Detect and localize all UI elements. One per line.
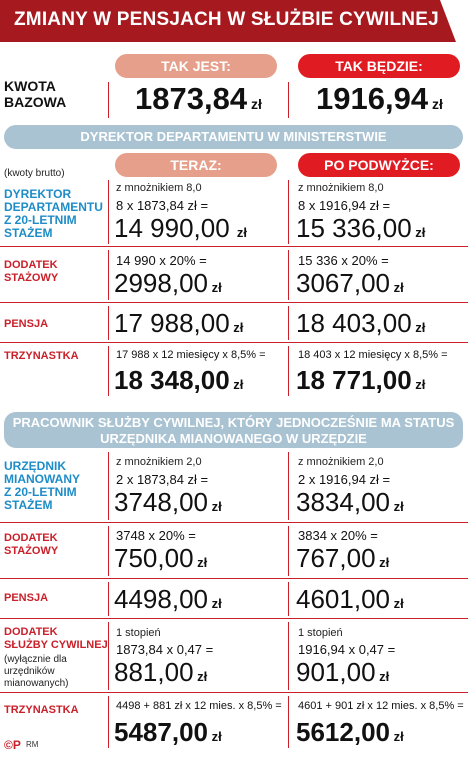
value-now: 4498,00 zł <box>114 584 222 614</box>
value-new: 5612,00 zł <box>296 717 404 747</box>
formula: 8 x 1916,94 zł = <box>298 198 391 213</box>
divider <box>288 250 289 300</box>
row-label-staz: DODATEK STAŻOWY <box>4 532 59 557</box>
formula: 1916,94 x 0,47 = <box>298 642 396 657</box>
formula: 4601 + 901 zł x 12 mies. x 8,5% = <box>298 700 464 712</box>
grade-note: 1 stopień <box>298 627 343 639</box>
multiplier-note: z mnożnikiem 2,0 <box>116 456 202 468</box>
formula: 14 990 x 20% = <box>116 253 207 268</box>
row-label-pensja: PENSJA <box>4 318 49 330</box>
row-separator <box>0 692 468 693</box>
col-new-pill: PO PODWYŻCE: <box>298 153 460 177</box>
formula: 4498 + 881 zł x 12 mies. x 8,5% = <box>116 700 282 712</box>
value-now: 750,00 zł <box>114 543 208 573</box>
formula: 1873,84 x 0,47 = <box>116 642 214 657</box>
value-new: 18 771,00 zł <box>296 365 426 395</box>
value-new: 767,00 zł <box>296 543 390 573</box>
page-title: ZMIANY W PENSJACH W SŁUŻBIE CYWILNEJ <box>14 9 439 30</box>
author-credit: RM <box>26 740 39 749</box>
value-new: 18 403,00 zł <box>296 308 426 338</box>
divider <box>288 306 289 340</box>
col-now-pill: TERAZ: <box>115 153 277 177</box>
divider <box>108 696 109 748</box>
formula: 15 336 x 20% = <box>298 253 389 268</box>
divider <box>288 452 289 520</box>
row-note-mianowani: (wyłącznie dla urzędników mianowanych) <box>4 654 69 689</box>
formula: 18 403 x 12 miesięcy x 8,5% = <box>298 349 448 361</box>
divider <box>108 82 109 118</box>
row-label-trzynastka: TRZYNASTKA <box>4 350 79 362</box>
row-label-pensja: PENSJA <box>4 592 49 604</box>
grade-note: 1 stopień <box>116 627 161 639</box>
row-separator <box>0 342 468 343</box>
value-new: 3067,00 zł <box>296 268 404 298</box>
section2-band: PRACOWNIK SŁUŻBY CYWILNEJ, KTÓRY JEDNOCZEŚNIE MA STATUS URZĘDNIKA MIANOWANEGO W URZĘDZIE <box>4 412 463 448</box>
divider <box>288 696 289 748</box>
divider <box>288 346 289 396</box>
kwota-new: 1916,94 zł <box>316 81 443 116</box>
value-now: 881,00 zł <box>114 657 208 687</box>
kwota-now: 1873,84 zł <box>135 81 262 116</box>
value-now: 2998,00 zł <box>114 268 222 298</box>
formula: 2 x 1873,84 zł = <box>116 472 209 487</box>
row-separator <box>0 618 468 619</box>
divider <box>108 452 109 520</box>
divider <box>288 82 289 118</box>
value-new: 901,00 zł <box>296 657 390 687</box>
divider <box>108 526 109 576</box>
formula: 2 x 1916,94 zł = <box>298 472 391 487</box>
multiplier-note: z mnożnikiem 8,0 <box>116 182 202 194</box>
header-new-pill: TAK BĘDZIE: <box>298 54 460 78</box>
divider <box>288 180 289 244</box>
divider <box>108 250 109 300</box>
row-label-urzednik: URZĘDNIK MIANOWANY Z 20-LETNIM STAŻEM <box>4 459 80 512</box>
value-now: 17 988,00 zł <box>114 308 244 338</box>
multiplier-note: z mnożnikiem 8,0 <box>298 182 384 194</box>
row-separator <box>0 578 468 579</box>
row-label-dodatek-sc: DODATEK SŁUŻBY CYWILNEJ <box>4 626 108 651</box>
formula: 8 x 1873,84 zł = <box>116 198 209 213</box>
divider <box>108 180 109 244</box>
section1-band: DYREKTOR DEPARTAMENTU W MINISTERSTWIE <box>4 125 463 149</box>
value-new: 3834,00 zł <box>296 487 404 517</box>
kwoty-brutto-note: (kwoty brutto) <box>4 168 65 179</box>
row-label-trzynastka: TRZYNASTKA <box>4 704 79 716</box>
divider <box>288 526 289 576</box>
value-now: 3748,00 zł <box>114 487 222 517</box>
value-new: 4601,00 zł <box>296 584 404 614</box>
value-now: 18 348,00 zł <box>114 365 244 395</box>
formula: 17 988 x 12 miesięcy x 8,5% = <box>116 349 266 361</box>
divider <box>108 346 109 396</box>
divider <box>288 582 289 616</box>
row-label-staz: DODATEK STAŻOWY <box>4 259 59 284</box>
row-label-dyrektor: DYREKTOR DEPARTAMENTU Z 20-LETNIM STAŻEM <box>4 187 103 240</box>
value-new: 15 336,00 zł <box>296 213 426 243</box>
divider <box>288 622 289 690</box>
divider <box>108 622 109 690</box>
formula: 3748 x 20% = <box>116 528 196 543</box>
publisher-logo: ©P <box>4 738 21 752</box>
row-separator <box>0 522 468 523</box>
row-separator <box>0 302 468 303</box>
kwota-label: KWOTA BAZOWA <box>4 78 67 110</box>
formula: 3834 x 20% = <box>298 528 378 543</box>
header-now-pill: TAK JEST: <box>115 54 277 78</box>
multiplier-note: z mnożnikiem 2,0 <box>298 456 384 468</box>
value-now: 14 990,00 zł <box>114 213 248 243</box>
divider <box>108 306 109 340</box>
row-separator <box>0 246 468 247</box>
divider <box>108 582 109 616</box>
value-now: 5487,00 zł <box>114 717 222 747</box>
